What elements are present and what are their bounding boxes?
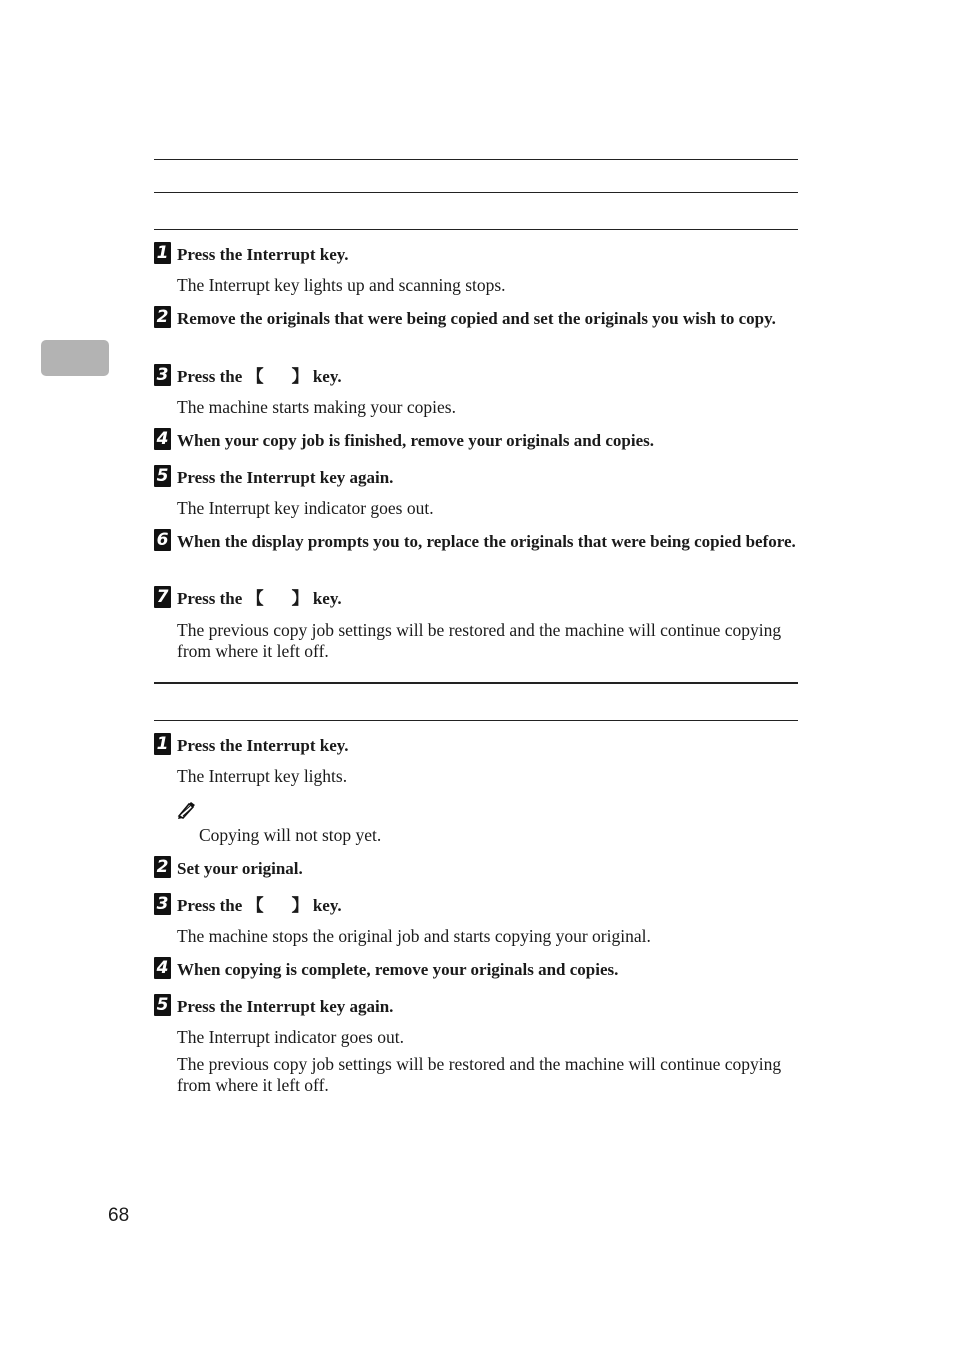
- header-rule-3: [154, 229, 798, 230]
- key-bracket-close: 】: [291, 589, 309, 608]
- step-heading: Press the Interrupt key again.: [177, 997, 394, 1016]
- step-number: 6: [154, 529, 171, 551]
- header-rule-2: [154, 192, 798, 193]
- step-body: The Interrupt key lights up and scanning stops.: [177, 275, 506, 295]
- header-rule-1: [154, 159, 798, 160]
- step-heading: Press the 【 】 key.: [177, 589, 342, 608]
- note-text: Copying will not stop yet.: [199, 825, 382, 845]
- section-rule: [154, 720, 798, 721]
- key-bracket-open: 【: [246, 367, 264, 386]
- step-heading: Set your original.: [177, 859, 303, 878]
- step-heading: When copying is complete, remove your originals and copies.: [177, 960, 619, 979]
- page-number: 68: [108, 1205, 130, 1226]
- step-heading: Press the Interrupt key.: [177, 245, 349, 264]
- step-body: The Interrupt key indicator goes out.: [177, 498, 434, 518]
- step-number: 4: [154, 957, 171, 979]
- step-number: 2: [154, 306, 171, 328]
- step-body: The previous copy job settings will be restored and the machine will continue copying from where it left off.: [177, 620, 782, 661]
- chapter-tab: [41, 340, 109, 376]
- step-number: 7: [154, 586, 171, 608]
- key-bracket-close: 】: [291, 896, 309, 915]
- step-number: 2: [154, 856, 171, 878]
- step-number: 3: [154, 893, 171, 915]
- step-body: The Interrupt key lights.: [177, 766, 348, 786]
- key-bracket-open: 【: [246, 896, 264, 915]
- step-heading: When the display prompts you to, replace the originals that were being copied before.: [177, 532, 796, 551]
- key-bracket-close: 】: [291, 367, 309, 386]
- key-bracket-open: 【: [246, 589, 264, 608]
- step-number: 1: [154, 733, 171, 755]
- step-number: 4: [154, 428, 171, 450]
- step-heading: Remove the originals that were being copied and set the originals you wish to copy.: [177, 309, 776, 328]
- step-heading: Press the 【 】 key.: [177, 896, 342, 915]
- section-rule: [154, 682, 798, 684]
- step-body: The Interrupt indicator goes out.: [177, 1027, 404, 1047]
- step-body: The previous copy job settings will be restored and the machine will continue copying from where it left off.: [177, 1054, 782, 1095]
- step-number: 5: [154, 465, 171, 487]
- step-number: 1: [154, 242, 171, 264]
- step-number: 5: [154, 994, 171, 1016]
- pencil-note-icon: [176, 800, 196, 820]
- step-heading: Press the 【 】 key.: [177, 367, 342, 386]
- step-heading: When your copy job is finished, remove your originals and copies.: [177, 431, 654, 450]
- step-number: 3: [154, 364, 171, 386]
- step-body: The machine stops the original job and starts copying your original.: [177, 926, 651, 946]
- step-heading: Press the Interrupt key again.: [177, 468, 394, 487]
- step-heading: Press the Interrupt key.: [177, 736, 349, 755]
- step-body: The machine starts making your copies.: [177, 397, 456, 417]
